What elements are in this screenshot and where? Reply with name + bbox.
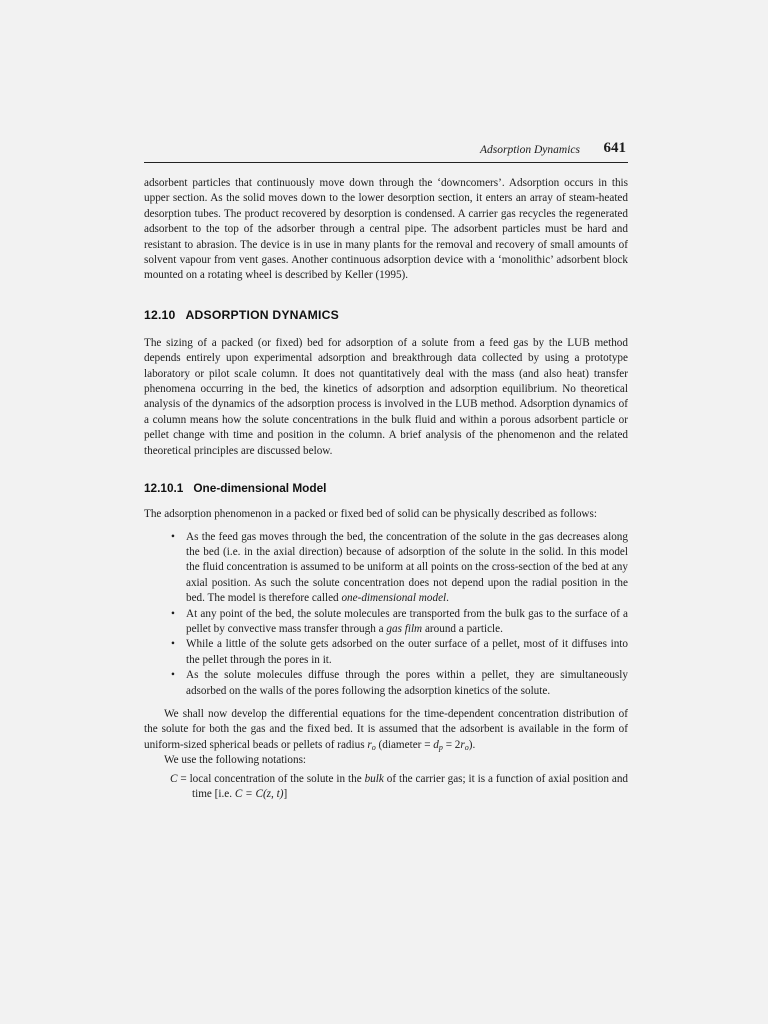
running-header: [144, 140, 628, 163]
lead-paragraph: adsorbent particles that continuously move down through the ‘downcomers’. Adsorption occurs in this upper section. As the solid moves down to the lower desorption section, it enters an array of steam-heated desorption tubes. The product recovered by desorption is condensed. A carrier gas recycles the regenerated adsorbent to the top of the adsorber through a central pipe. The adsorbent particles must be hard and resistant to abrasion. The device is in use in many plants for the removal and recovery of small amounts of solvent vapour from vent gases. Another continuous adsorption device with a ‘monolithic’ adsorbent block mounted on a rotating wheel is described by Keller (1995).: [144, 177, 628, 282]
page-number: 641: [603, 140, 626, 156]
list-item: • As the solute molecules diffuse through the pores within a pellet, they are simultaneously adsorbed on the walls of the pores following the adsorption kinetics of the solute.: [186, 668, 628, 699]
emphasis: one-dimensional model: [341, 592, 447, 605]
section-heading: [144, 308, 628, 322]
page-body: [144, 176, 628, 802]
subsection-number: 12.10.1: [144, 481, 184, 496]
section-number: 12.10: [144, 307, 176, 322]
list-item: • At any point of the bed, the solute molecules are transported from the bulk gas to the surface of a pellet by convective mass transfer through a gas film around a particle.: [186, 607, 628, 638]
emphasis: gas film: [386, 622, 423, 635]
subsection-title: One-dimensional Model: [193, 481, 327, 496]
bullet-list: [144, 530, 628, 699]
notation-definition: C = local concentration of the solute in the bulk of the carrier gas; it is a function of axial position and time [i.e. C = C(z, t)]: [170, 772, 629, 800]
section-title: ADSORPTION DYNAMICS: [185, 307, 339, 322]
symbol: C: [170, 772, 178, 785]
subsection-intro: The adsorption phenomenon in a packed or fixed bed of solid can be physically described as follows:: [144, 508, 597, 521]
running-title: Adsorption Dynamics: [480, 144, 580, 156]
develop-paragraph: We shall now develop the differential equations for the time-dependent concentration distribution of the solute for both the gas and the fixed bed. It is assumed that the adsorbent is available in the form of uniform-sized spherical beads or pellets of radius $r_o$ (diameter = $d_p = 2r_o$).: [144, 707, 628, 752]
subsection-heading: [144, 481, 628, 495]
list-item: • As the feed gas moves through the bed, the concentration of the solute in the gas decreases along the bed (i.e. in the axial direction) because of adsorption of the solute in the solid. In this model the fluid concentration is assumed to be uniform at all points on the cross-section of the bed at any axial position. As such the solute concentration does not depend upon the radial position in the bed. The model is therefore called one-dimensional model.: [186, 530, 628, 607]
list-item: • While a little of the solute gets adsorbed on the outer surface of a pellet, most of it diffuses into the pellet through the pores in it.: [186, 637, 628, 668]
notations-intro: We use the following notations:: [164, 754, 307, 767]
section-paragraph: The sizing of a packed (or fixed) bed for adsorption of a solute from a feed gas by the LUB method depends entirely upon experimental adsorption and breakthrough data collected by using a prototype laboratory or pilot scale column. It does not quantitatively deal with the mass (and also heat) transfer phenomena occurring in the bed, the kinetics of adsorption and adsorption equilibrium. No theoretical analysis of the dynamics of the adsorption process is involved in the LUB method. Adsorption dynamics of a column means how the solute concentrations in the bulk fluid and within a porous adsorbent particle or pellet change with time and position in the column. A brief analysis of the phenomenon and the related theoretical principles are discussed below.: [144, 336, 628, 457]
